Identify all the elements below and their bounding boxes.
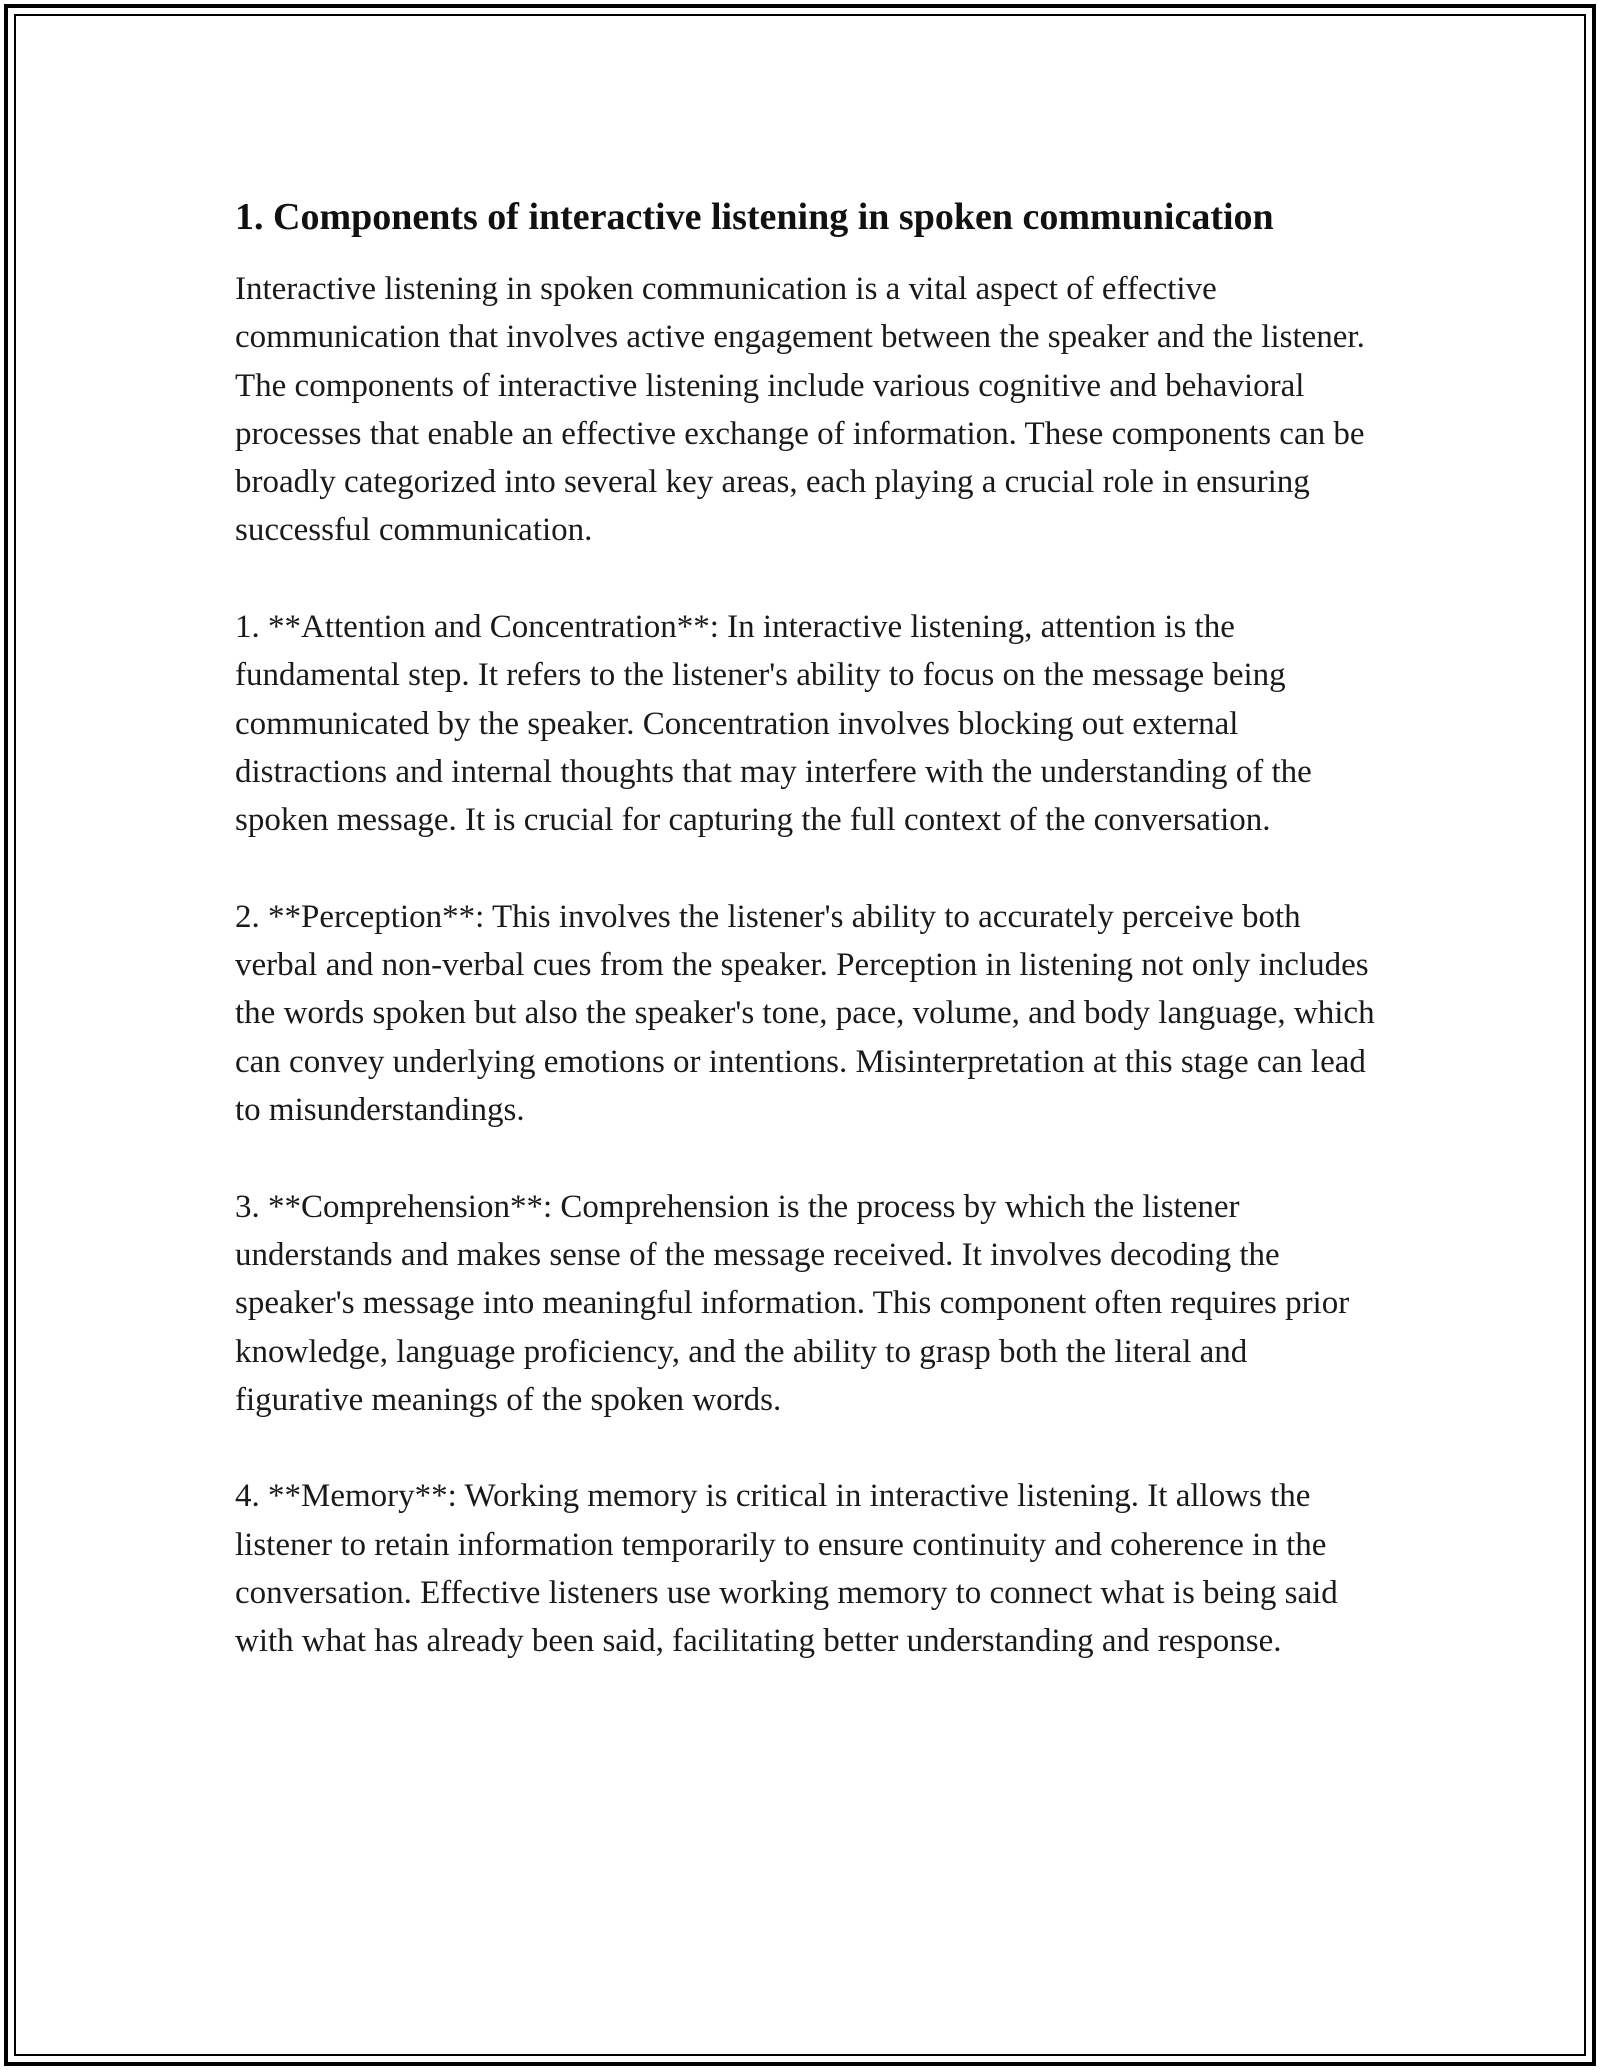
document-body bbox=[235, 190, 1375, 1666]
intro-paragraph: Interactive listening in spoken communication is a vital aspect of effective communication that involves active engagement between the speaker and the listener. The components of interactive listening include various cognitive and behavioral processes that enable an effective exchange of information. These components can be broadly categorized into several key areas, each playing a crucial role in ensuring successful communication. bbox=[235, 271, 1365, 549]
paragraph-attention: 1. **Attention and Concentration**: In interactive listening, attention is the fundamental step. It refers to the listener's ability to focus on the message being communicated by the speaker. Concentration involves blocking out external distractions and internal thoughts that may interfere with the understanding of the spoken message. It is crucial for capturing the full context of the conversation. bbox=[235, 609, 1312, 839]
paragraph-memory: 4. **Memory**: Working memory is critical in interactive listening. It allows the listener to retain information temporarily to ensure continuity and coherence in the conversation. Effective listeners use working memory to connect what is being said with what has already been said, facilitating better understanding and response. bbox=[235, 1478, 1338, 1660]
paragraph-perception: 2. **Perception**: This involves the listener's ability to accurately perceive both verbal and non-verbal cues from the speaker. Perception in listening not only includes the words spoken but also the speaker's tone, pace, volume, and body language, which can convey underlying emotions or intentions. Misinterpretation at this stage can lead to misunderstandings. bbox=[235, 898, 1375, 1129]
section-heading: 1. Components of interactive listening in spoken communication bbox=[235, 196, 1274, 238]
paragraph-comprehension: 3. **Comprehension**: Comprehension is the process by which the listener understands and makes sense of the message received. It involves decoding the speaker's message into meaningful information. This component often requires prior knowledge, language proficiency, and the ability to grasp both the literal and figurative meanings of the spoken words. bbox=[235, 1188, 1350, 1418]
